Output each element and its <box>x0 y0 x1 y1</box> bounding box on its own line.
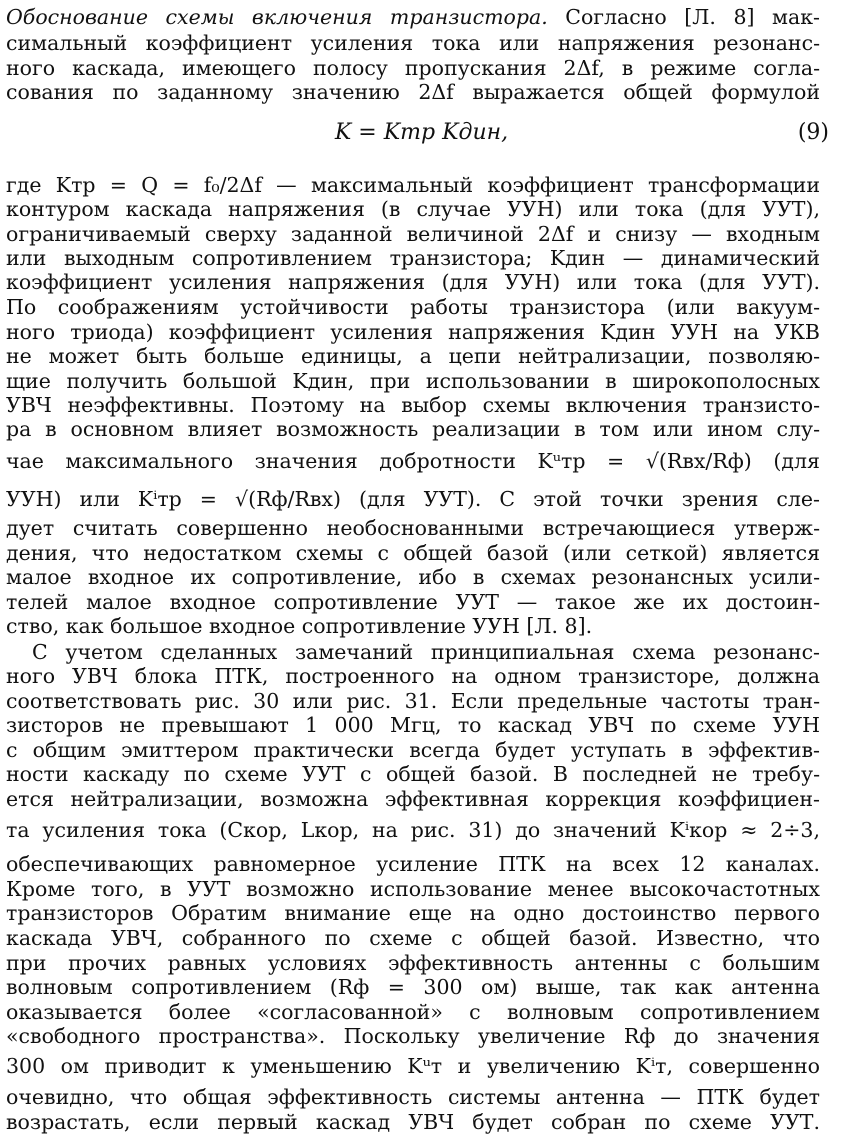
paragraph-line: «свободного пространства». Поскольку увеличение Rф до значения <box>6 1024 820 1048</box>
paragraph-line: телей малое входное сопротивление УУТ — такое же их достоин- <box>6 590 820 614</box>
paragraph-line: обеспечивающих равномерное усиление ПТК на всех 12 каналах. <box>6 852 820 876</box>
paragraph-line: где Kтр = Q = f₀/2Δf — максимальный коэффициент трансформации <box>6 173 820 197</box>
paragraph-line: ного каскада, имеющего полосу пропускания 2Δf, в режиме согла- <box>6 56 820 80</box>
paragraph-line: чае максимального значения добротности Kᵘтр = √(Rвх/Rф) (для <box>6 449 820 473</box>
paragraph-line: 300 ом приводит к уменьшению Kᵘт и увеличению Kⁱт, совершенно <box>6 1054 820 1078</box>
paragraph-line: коэффициент усиления напряжения (для УУН) или тока (для УУТ). <box>6 270 820 294</box>
paragraph-line: очевидно, что общая эффективность системы антенна — ПТК будет <box>6 1085 820 1109</box>
paragraph-line: возрастать, если первый каскад УВЧ будет собран по схеме УУТ. <box>6 1110 820 1134</box>
paragraph-line: или выходным сопротивлением транзистора; Kдин — динамический <box>6 246 820 270</box>
paragraph-line: при прочих равных условиях эффективность антенны с большим <box>6 951 820 975</box>
paragraph-line: с общим эмиттером практически всегда будет уступать в эффектив- <box>6 738 820 762</box>
paragraph-line: контуром каскада напряжения (в случае УУН) или тока (для УУТ), <box>6 197 820 221</box>
paragraph-line: зисторов не превышают 1 000 Мгц, то каскад УВЧ по схеме УУН <box>6 713 820 737</box>
paragraph-line: щие получить большой Kдин, при использовании в широкополосных <box>6 369 820 393</box>
paragraph-line: оказывается более «согласованной» с волновым сопротивлением <box>6 1000 820 1024</box>
paragraph-line: ограничиваемый сверху заданной величиной 2Δf и снизу — входным <box>6 222 820 246</box>
paragraph-line <box>6 4 820 30</box>
paragraph-line: ности каскаду по схеме УУТ с общей базой. В последней не требу- <box>6 762 820 786</box>
paragraph-line: соответствовать рис. 30 или рис. 31. Если предельные частоты тран- <box>6 689 820 713</box>
paragraph-line: УВЧ неэффективны. Поэтому на выбор схемы включения транзисто- <box>6 393 820 417</box>
paragraph-line: ство, как большое входное сопротивление УУН [Л. 8]. <box>6 614 593 638</box>
paragraph-line: УУН) или Kⁱтр = √(Rф/Rвх) (для УУТ). С этой точки зрения сле- <box>6 487 820 511</box>
paragraph-line: сования по заданному значению 2Δf выражается общей формулой <box>6 80 820 104</box>
paragraph-line: ется нейтрализации, возможна эффективная коррекция коэффициен- <box>6 787 820 811</box>
paragraph-line: ного УВЧ блока ПТК, построенного на одном транзисторе, должна <box>6 664 820 688</box>
section-title: Обоснование схемы включения транзистора. <box>6 5 548 29</box>
paragraph-line: ного триода) коэффициент усиления напряжения Kдин УУН на УКВ <box>6 320 820 344</box>
paragraph-line: та усиления тока (Cкор, Lкор, на рис. 31) до значений Kⁱкор ≈ 2÷3, <box>6 818 820 842</box>
paragraph-line: По соображениям устойчивости работы транзистора (или вакуум- <box>6 295 820 319</box>
paragraph-line: не может быть больше единицы, а цепи нейтрализации, позволяю- <box>6 344 820 368</box>
paragraph-line: симальный коэффициент усиления тока или напряжения резонанс- <box>6 31 820 55</box>
paragraph-line: малое входное их сопротивление, ибо в схемах резонансных усили- <box>6 565 820 589</box>
paragraph-line: С учетом сделанных замечаний принципиальная схема резонанс- <box>32 640 820 664</box>
paragraph-line: каскада УВЧ, собранного по схеме с общей базой. Известно, что <box>6 926 820 950</box>
paragraph-line: ра в основном влияет возможность реализации в том или ином слу- <box>6 417 820 441</box>
line-text: Согласно [Л. 8] мак- <box>565 5 820 29</box>
paragraph-line: волновым сопротивлением (Rф = 300 ом) выше, так как антенна <box>6 975 820 999</box>
paragraph-line: дует считать совершенно необоснованными встречающиеся утверж- <box>6 516 820 540</box>
paragraph-line: транзисторов Обратим внимание еще на одно достоинство первого <box>6 901 820 925</box>
formula-block <box>0 118 843 148</box>
paragraph-line: Кроме того, в УУТ возможно использование менее высокочастотных <box>6 877 820 901</box>
formula-number: (9) <box>797 120 829 145</box>
formula-expression: K = Kтр Kдин, <box>334 120 509 145</box>
paragraph-line: дения, что недостатком схемы с общей базой (или сеткой) является <box>6 541 820 565</box>
